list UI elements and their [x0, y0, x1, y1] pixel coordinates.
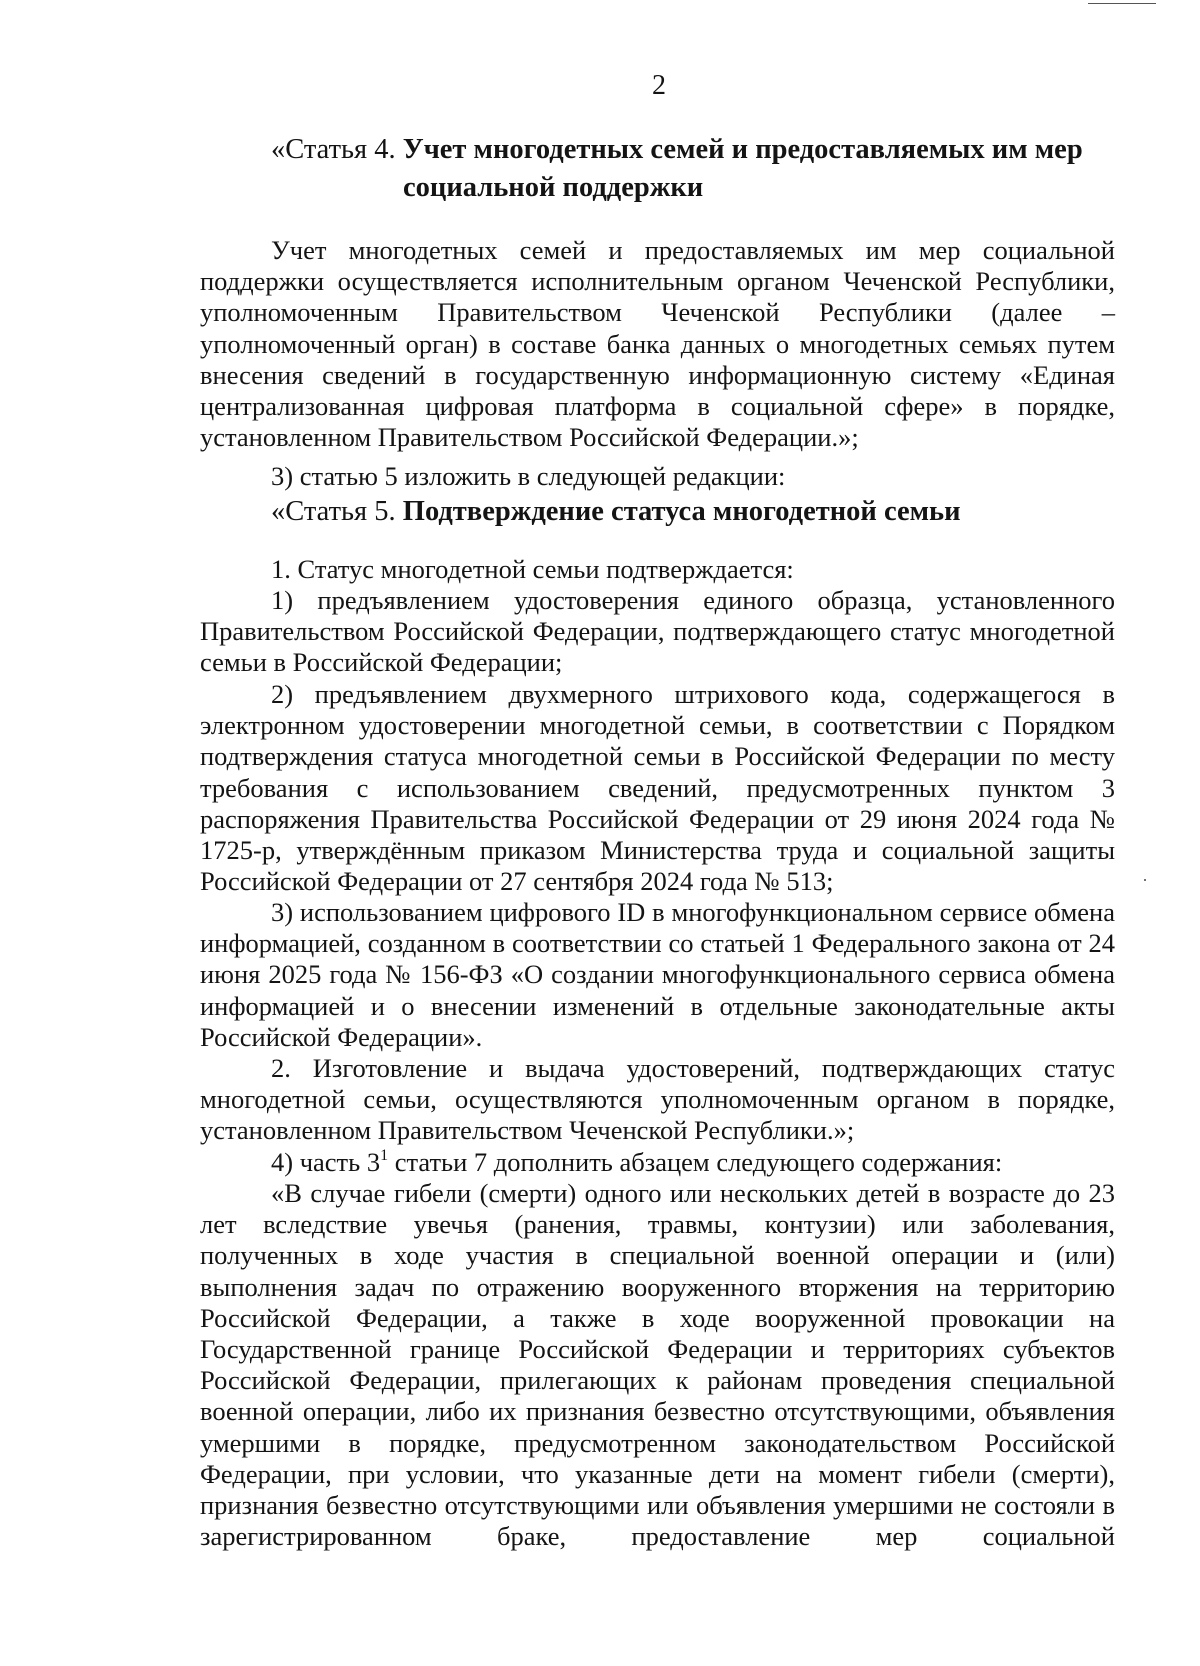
item-4-superscript: 1 [380, 1147, 389, 1164]
amendment-item-4 [200, 1147, 1115, 1178]
amendment-item-3: 3) статью 5 изложить в следующей редакции: [271, 461, 786, 491]
scan-artifact-line [1088, 3, 1156, 4]
article-5-subpoint-2: 2) предъявлением двухмерного штрихового кода, содержащегося в электронном удостоверении многодетной семьи, в соответствии с Порядком подтверждения статуса многодетной семьи в Российской Федерации по месту требования с использованием сведений, предусмотренных пунктом 3 распоряжения Правительства Российской Федерации от 29 июня 2024 года № 1725-р, утверждённым приказом Министерства труда и социальной защиты Российской Федерации от 27 сентября 2024 года № 513; [200, 679, 1115, 897]
item-4-text-before: 4) часть 3 [271, 1147, 381, 1177]
page-number: 2 [652, 70, 666, 101]
article-5-subpoint-3: 3) использованием цифрового ID в многофункциональном сервисе обмена информацией, созданном в соответствии со статьей 1 Федерального закона от 24 июня 2025 года № 156-ФЗ «О создании многофункционального сервиса обмена информацией и о внесении изменений в отдельные законодательные акты Российской Федерации». [200, 897, 1115, 1052]
article-4-heading [271, 131, 1083, 169]
article-5-heading [271, 493, 961, 531]
inserted-paragraph-quote: «В случае гибели (смерти) одного или нескольких детей в возрасте до 23 лет вследствие увечья (ранения, травмы, контузии) или заболевания, полученных в ходе участия в специальной военной операции и (или) выполнения задач по отражению вооруженного вторжения на территорию Российской Федерации, а также в ходе вооруженной провокации на Государственной границе Российской Федерации и территориях субъектов Российской Федерации, прилегающих к районам проведения специальной военной операции, либо их признания безвестно отсутствующими, объявления умершими в порядке, предусмотренном законодательством Российской Федерации, при условии, что указанные дети на момент гибели (смерти), признания безвестно отсутствующими или объявления умершими не состояли в зарегистрированном браке, предоставление мер социальной [200, 1178, 1115, 1552]
article-5-point-1-intro: 1. Статус многодетной семьи подтверждается: [271, 554, 794, 584]
article-5-title: Подтверждение статуса многодетной семьи [402, 496, 961, 527]
scan-artifact-speck [1144, 879, 1146, 881]
article-5-subpoint-1: 1) предъявлением удостоверения единого образца, установленного Правительством Российской Федерации, подтверждающего статус многодетной семьи в Российской Федерации; [200, 585, 1115, 678]
article-4-body: Учет многодетных семей и предоставляемых им мер социальной поддержки осуществляется исполнительным органом Чеченской Республики, уполномоченным Правительством Чеченской Республики (далее – уполномоченный орган) в составе банка данных о многодетных семьях путем внесения сведений в государственную информационную систему «Единая централизованная цифровая платформа в социальной сфере» в порядке, установленном Правительством Российской Федерации.»; [200, 235, 1115, 453]
article-4-prefix: «Статья 4. [271, 134, 403, 165]
article-4-title-line2: социальной поддержки [403, 172, 704, 203]
article-5-point-2: 2. Изготовление и выдача удостоверений, подтверждающих статус многодетной семьи, осуществляются уполномоченным органом в порядке, установленном Правительством Чеченской Республики.»; [200, 1053, 1115, 1146]
article-4-title-line1: Учет многодетных семей и предоставляемых им мер [402, 134, 1083, 165]
article-5-prefix: «Статья 5. [271, 496, 403, 527]
item-4-text-after: статьи 7 дополнить абзацем следующего содержания: [388, 1147, 1003, 1177]
